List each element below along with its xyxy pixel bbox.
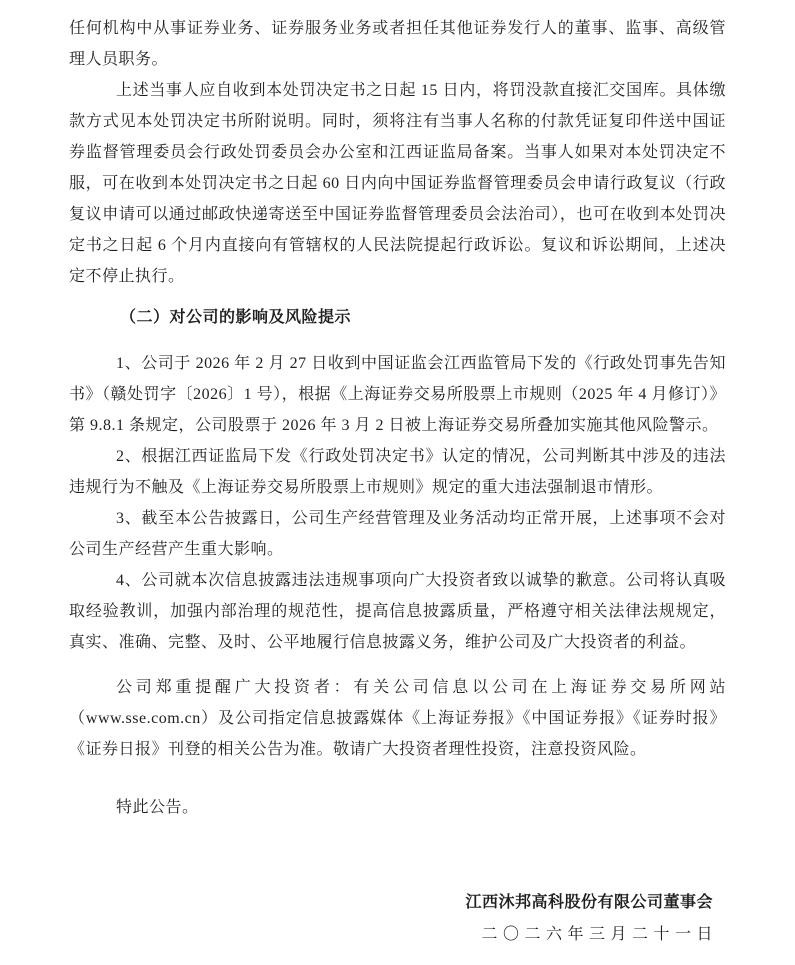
signature-date: 二〇二六年三月二十一日 — [481, 926, 718, 943]
signature-block — [69, 887, 726, 951]
paragraph-item-3-normal-operation: 3、截至本公告披露日，公司生产经营管理及业务活动均正常开展，上述事项不会对公司生产经营产生重大影响。 — [69, 510, 726, 558]
paragraph-penalty-payment-instructions: 上述当事人应自收到本处罚决定书之日起 15 日内，将罚没款直接汇交国库。具体缴款方式见本处罚决定书所附说明。同时，须将注有当事人名称的付款凭证复印件送中国证券监督管理委员会行政处罚委员会办公室和江西证监局备案。当事人如果对本处罚决定不服，可在收到本处罚决定书之日起 60 日内向中国证券监督管理委员会申请行政复议（行政复议申请可以通过邮政快递寄送至中国证券监督管理委员会法治司），也可在收到本处罚决定书之日起 6 个月内直接向有管辖权的人民法院提起行政诉讼。复议和诉讼期间，上述决定不停止执行。 — [69, 82, 726, 285]
signature-company-name: 江西沐邦高科股份有限公司董事会 — [465, 894, 713, 911]
paragraph-ban-continuation: 任何机构中从事证券业务、证券服务业务或者担任其他证券发行人的董事、监事、高级管理人员职务。 — [69, 20, 726, 68]
section-heading-impact-risk: （二）对公司的影响及风险提示 — [120, 309, 352, 326]
closing-statement: 特此公告。 — [116, 799, 199, 816]
paragraph-item-1-prior-notice: 1、公司于 2026 年 2 月 27 日收到中国证监会江西监管局下发的《行政处罚事先告知书》（赣处罚字〔2026〕1 号），根据《上海证券交易所股票上市规则（2025 年 4 月修订）》第 9.8.1 条规定，公司股票于 2026 年 3 月 2 日被上海证券交易所叠加实施其他风险警示。 — [69, 355, 726, 434]
paragraph-investor-reminder: 公司郑重提醒广大投资者：有关公司信息以公司在上海证券交易所网站（www.sse.com.cn）及公司指定信息披露媒体《上海证券报》《中国证券报》《证券时报》《证券日报》刊登的相关公告为准。敬请广大投资者理性投资，注意投资风险。 — [69, 679, 726, 758]
paragraph-item-2-no-delisting: 2、根据江西证监局下发《行政处罚决定书》认定的情况，公司判断其中涉及的违法违规行为不触及《上海证券交易所股票上市规则》规定的重大违法强制退市情形。 — [69, 448, 726, 496]
paragraph-item-4-apology: 4、公司就本次信息披露违法违规事项向广大投资者致以诚挚的歉意。公司将认真吸取经验教训，加强内部治理的规范性，提高信息披露质量，严格遵守相关法律法规规定，真实、准确、完整、及时、公平地履行信息披露义务，维护公司及广大投资者的利益。 — [69, 572, 726, 651]
